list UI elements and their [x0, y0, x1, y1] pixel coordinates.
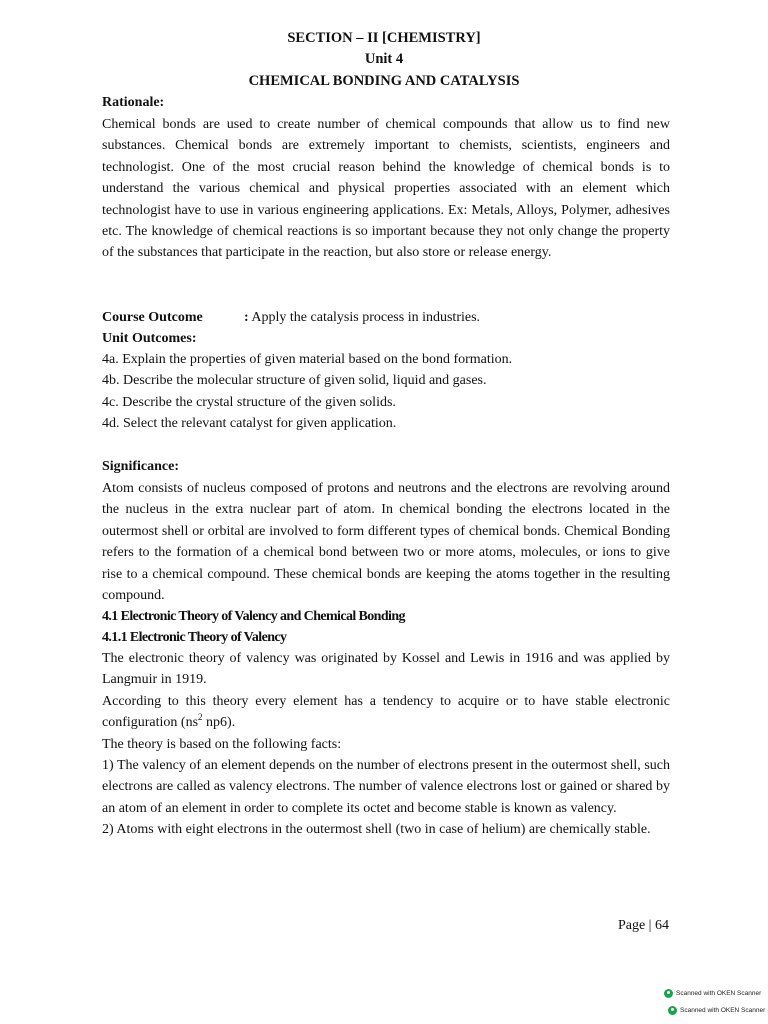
- list-item: 4a. Explain the properties of given material based on the bond formation.: [102, 352, 513, 367]
- scanner-text: Scanned with OKEN Scanner: [676, 990, 762, 997]
- course-outcome-colon: :: [244, 310, 249, 325]
- list-item: 4d. Select the relevant catalyst for given application.: [102, 416, 397, 432]
- scanner-watermark: [664, 989, 761, 998]
- theory-paragraph-origin: The electronic theory of valency was originated by Kossel and Lewis in 1916 and was applied by Langmuir in 1919.: [102, 651, 670, 688]
- unit-outcomes-list: [102, 349, 670, 435]
- section-title: SECTION – II [CHEMISTRY]: [287, 30, 481, 46]
- section-4-1-heading: 4.1 Electronic Theory of Valency and Chemical Bonding: [102, 609, 405, 624]
- course-outcome-label: Course Outcome: [102, 310, 203, 325]
- theory-paragraph-config: [102, 691, 670, 734]
- list-item: 4b. Describe the molecular structure of given solid, liquid and gases.: [102, 373, 487, 389]
- theory-fact-1: 1) The valency of an element depends on the number of electrons present in the outermost shell, such electrons are called as valency electrons. The number of valence electrons lost or gained or shared by an atom of an element in order to complete its octet and become stable is known as valency.: [102, 758, 670, 816]
- config-text-end: np6).: [202, 715, 236, 731]
- page-number: Page | 64: [617, 918, 669, 933]
- rationale-heading: Rationale:: [102, 95, 165, 110]
- list-item: 4c. Describe the crystal structure of the given solids.: [102, 394, 396, 410]
- theory-fact-2: 2) Atoms with eight electrons in the outermost shell (two in case of helium) are chemically stable.: [102, 822, 651, 838]
- course-outcome-row: [102, 307, 670, 328]
- scanner-watermark: [668, 1006, 765, 1015]
- significance-body: Atom consists of nucleus composed of protons and neutrons and the electrons are revolving around the nucleus in the extra nuclear part of atom. In chemical bonding the electrons located in the outermost shell or orbital are involved to form different types of chemical bonds. Chemical Bonding refers to the formation of a chemical bond between two or more atoms, molecules, or ions to give rise to a chemical compound. These chemical bonds are keeping the atoms together in the resulting compound.: [102, 481, 670, 604]
- unit-outcomes-heading: Unit Outcomes:: [102, 331, 197, 346]
- scanner-logo-icon: [664, 989, 673, 998]
- superscript: 2: [198, 712, 203, 723]
- scanner-text: Scanned with OKEN Scanner: [680, 1007, 766, 1014]
- unit-title: Unit 4: [364, 51, 404, 67]
- section-4-1-1-heading: 4.1.1 Electronic Theory of Valency: [102, 630, 287, 645]
- chapter-title: CHEMICAL BONDING AND CATALYSIS: [248, 73, 520, 89]
- course-outcome-value: Apply the catalysis process in industries.: [251, 310, 481, 325]
- theory-body: [102, 648, 670, 841]
- rationale-body: Chemical bonds are used to create number of chemical compounds that allow us to find new substances. Chemical bonds are extremely important to chemists, scientists, engineers and technologist. One of the most crucial reason behind the knowledge of chemical bonds is to understand the various chemical and physical properties associated with an element which technologist have to use in various engineering applications. Ex: Metals, Alloys, Polymer, adhesives etc. The knowledge of chemical reactions is so important because they not only change the property of the substances that participate in the reaction, but also store or release energy.: [102, 117, 670, 261]
- theory-paragraph-facts: The theory is based on the following facts:: [102, 736, 342, 752]
- scanner-logo-icon: [668, 1006, 677, 1015]
- config-text: According to this theory every element has a tendency to acquire or to have stable electronic configuration (ns: [102, 693, 670, 731]
- significance-heading: Significance:: [102, 459, 179, 474]
